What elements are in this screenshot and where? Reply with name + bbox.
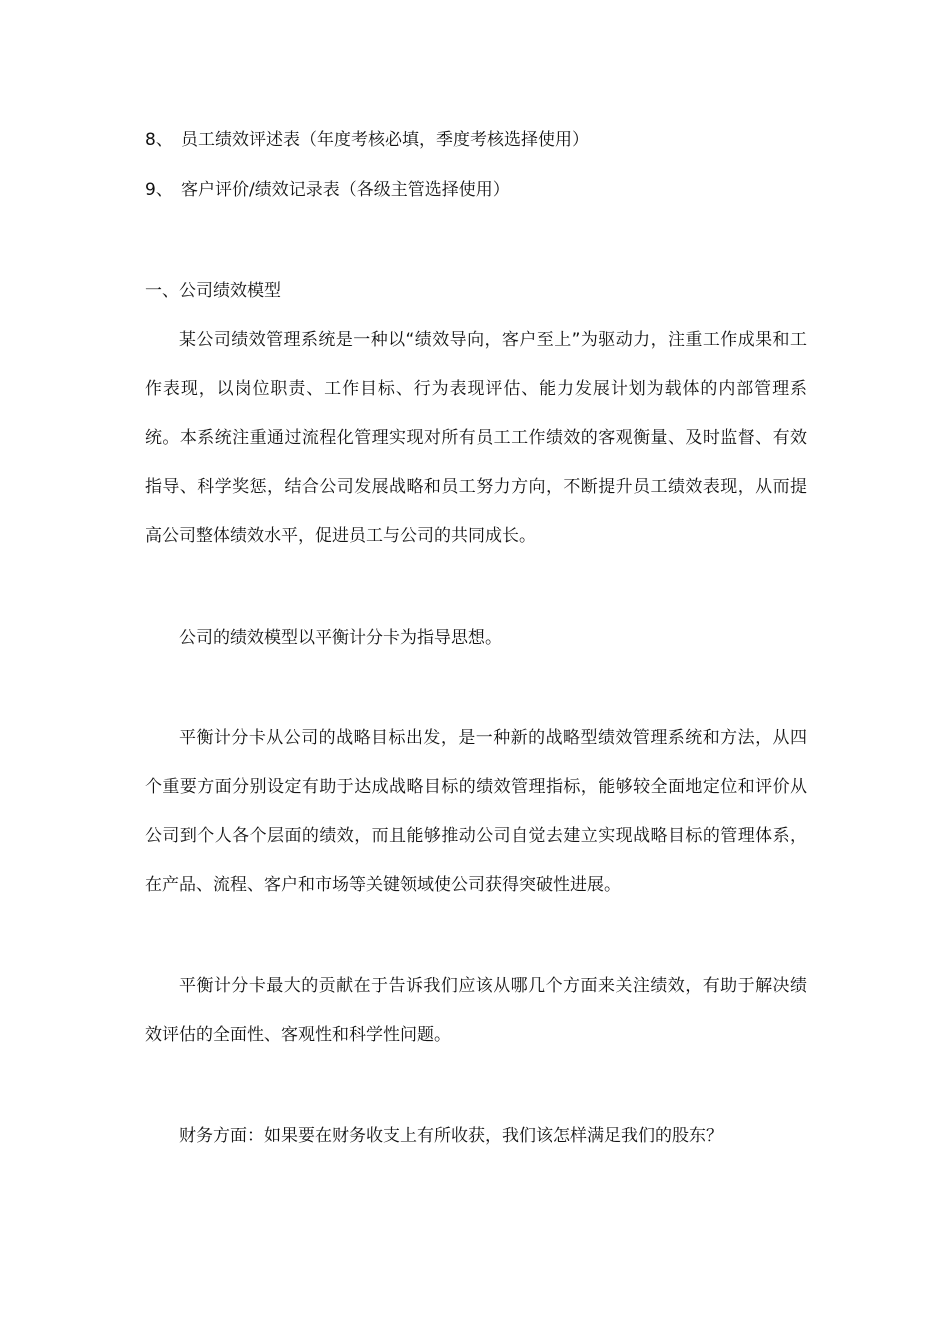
- paragraph-scorecard-contribution: 平衡计分卡最大的贡献在于告诉我们应该从哪几个方面来关注绩效，有助于解决绩效评估的全面性、客观性和科学性问题。: [145, 976, 807, 1045]
- paragraph-balanced-scorecard: 平衡计分卡从公司的战略目标出发，是一种新的战略型绩效管理系统和方法，从四个重要方面分别设定有助于达成战略目标的绩效管理指标，能够较全面地定位和评价从公司到个人各个层面的绩效，而且能够推动公司自觉去建立实现战略目标的管理体系，在产品、流程、客户和市场等关键领域使公司获得突破性进展。: [145, 728, 807, 895]
- paragraph-model-guideline: 公司的绩效模型以平衡计分卡为指导思想。: [179, 628, 502, 648]
- paragraph-financial-aspect: 财务方面：如果要在财务收支上有所收获，我们该怎样满足我们的股东？: [179, 1126, 723, 1146]
- paragraph-system-overview: 某公司绩效管理系统是一种以“绩效导向，客户至上”为驱动力，注重工作成果和工作表现，以岗位职责、工作目标、行为表现评估、能力发展计划为载体的内部管理系统。本系统注重通过流程化管理实现对所有员工工作绩效的客观衡量、及时监督、有效指导、科学奖惩，结合公司发展战略和员工努力方向，不断提升员工绩效表现，从而提高公司整体绩效水平，促进员工与公司的共同成长。: [145, 330, 807, 546]
- list-item-9: [145, 178, 510, 202]
- list-item-number: 9、: [145, 180, 173, 200]
- list-item-number: 8、: [145, 130, 173, 150]
- list-item-text: 客户评价/绩效记录表（各级主管选择使用）: [181, 180, 510, 200]
- list-item-8: [145, 128, 589, 152]
- section-heading: 一、公司绩效模型: [145, 281, 281, 301]
- list-item-text: 员工绩效评述表（年度考核必填，季度考核选择使用）: [181, 130, 589, 150]
